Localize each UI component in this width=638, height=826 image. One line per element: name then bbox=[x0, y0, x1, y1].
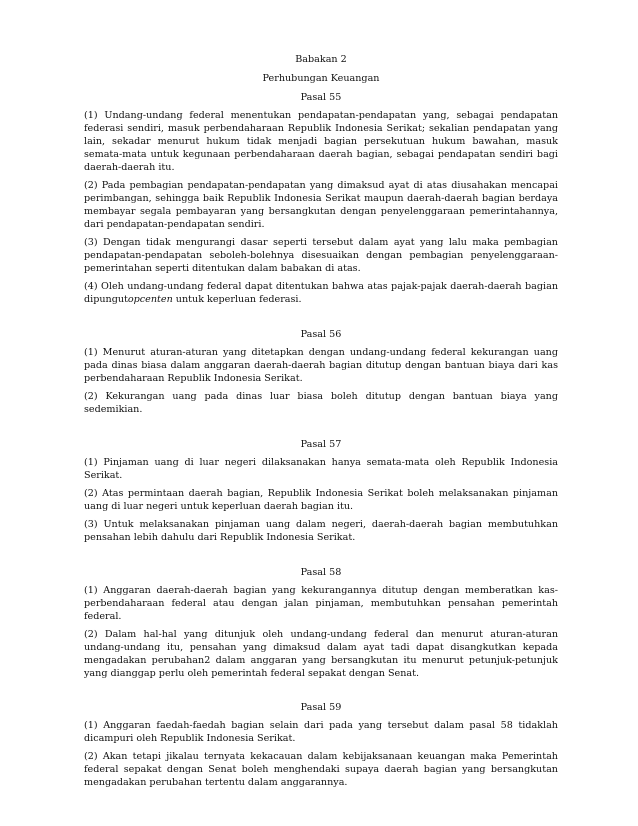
section-pasal-59 bbox=[84, 701, 558, 789]
section-title: Pasal 55 bbox=[300, 92, 342, 103]
paragraph: (2) Kekurangan uang pada dinas luar biasa boleh ditutup dengan bantuan biaya yang sedemikian. bbox=[84, 391, 558, 415]
chapter-label: Babakan 2 bbox=[295, 54, 347, 65]
paragraph: (1) Anggaran faedah-faedah bagian selain dari pada yang tersebut dalam pasal 58 tidaklah dicampuri oleh Republik Indonesia Serikat. bbox=[84, 720, 558, 744]
paragraph bbox=[84, 280, 558, 306]
paragraph: (2) Atas permintaan daerah bagian, Republik Indonesia Serikat boleh melaksanakan pinjaman uang di luar negeri untuk keperluan daerah bagian itu. bbox=[84, 488, 558, 512]
paragraph: (1) Anggaran daerah-daerah bagian yang kekurangannya ditutup dengan memberatkan kas-perbendaharaan federal atau dengan jalan pinjaman, membutuhkan pensahan pemerintah federal. bbox=[84, 585, 558, 622]
paragraph: (1) Undang-undang federal menentukan pendapatan-pendapatan yang, sebagai pendapatan federasi sendiri, masuk perbendaharaan Republik Indonesia Serikat; sekalian pendapatan yang lain, sekadar menurut hukum tidak menjadi bagian persekutuan hukum bawahan, masuk semata-mata untuk kegunaan perbendaharaan daerah bagian, sebagai pendapatan sendiri bagi daerah-daerah itu. bbox=[84, 110, 558, 173]
paragraph-text: untuk keperluan federasi. bbox=[172, 294, 302, 305]
section-title: Pasal 56 bbox=[300, 329, 342, 340]
paragraph-text: (4) Oleh undang-undang federal dapat ditentukan bahwa atas pajak-pajak daerah-daerah bagian dipungut bbox=[84, 281, 558, 305]
section-title: Pasal 59 bbox=[300, 702, 342, 713]
paragraph: (3) Untuk melaksanakan pinjaman uang dalam negeri, daerah-daerah bagian membutuhkan pensahan lebih dahulu dari Republik Indonesia Serikat. bbox=[84, 519, 558, 543]
italic-term: opcenten bbox=[127, 294, 173, 305]
section-title: Pasal 58 bbox=[300, 567, 342, 578]
paragraph: (2) Pada pembagian pendapatan-pendapatan yang dimaksud ayat di atas diusahakan mencapai perimbangan, sehingga baik Republik Indonesia Serikat maupun daerah-daerah bagian berdaya membayar segala pembayaran yang bersangkutan dengan penyelenggaraan pemerintahannya, dari pendapatan-pendapatan sendiri. bbox=[84, 180, 558, 230]
paragraph: (1) Menurut aturan-aturan yang ditetapkan dengan undang-undang federal kekurangan uang pada dinas biasa dalam anggaran daerah-daerah bagian ditutup dengan bantuan biaya dari kas perbendaharaan Republik Indonesia Serikat. bbox=[84, 347, 558, 384]
paragraph: (2) Dalam hal-hal yang ditunjuk oleh undang-undang federal dan menurut aturan-aturan undang-undang itu, pensahan yang dimaksud dalam ayat tadi dapat disangkutkan kepada mengadakan perubahan2 dalam anggaran yang bersangkutan itu menurut petunjuk-petunjuk yang dianggap perlu oleh pemerintah federal sepakat dengan Senat. bbox=[84, 629, 558, 679]
section-pasal-56 bbox=[84, 328, 558, 416]
section-pasal-55 bbox=[84, 91, 558, 306]
chapter-title: Perhubungan Keuangan bbox=[262, 73, 380, 84]
section-pasal-58 bbox=[84, 566, 558, 680]
paragraph: (3) Dengan tidak mengurangi dasar seperti tersebut dalam ayat yang lalu maka pembagian pendapatan-pendapatan seboleh-bolehnya disesuaikan dengan pembagian penyelenggaraan-pemerintahan seperti ditentukan dalam babakan di atas. bbox=[84, 237, 558, 274]
paragraph: (1) Pinjaman uang di luar negeri dilaksanakan hanya semata-mata oleh Republik Indonesia Serikat. bbox=[84, 457, 558, 481]
section-pasal-57 bbox=[84, 438, 558, 544]
paragraph: (2) Akan tetapi jikalau ternyata kekacauan dalam kebijaksanaan keuangan maka Pemerintah federal sepakat dengan Senat boleh menghendaki supaya daerah bagian yang bersangkutan mengadakan perubahan tertentu dalam anggarannya. bbox=[84, 751, 558, 788]
section-title: Pasal 57 bbox=[300, 439, 342, 450]
